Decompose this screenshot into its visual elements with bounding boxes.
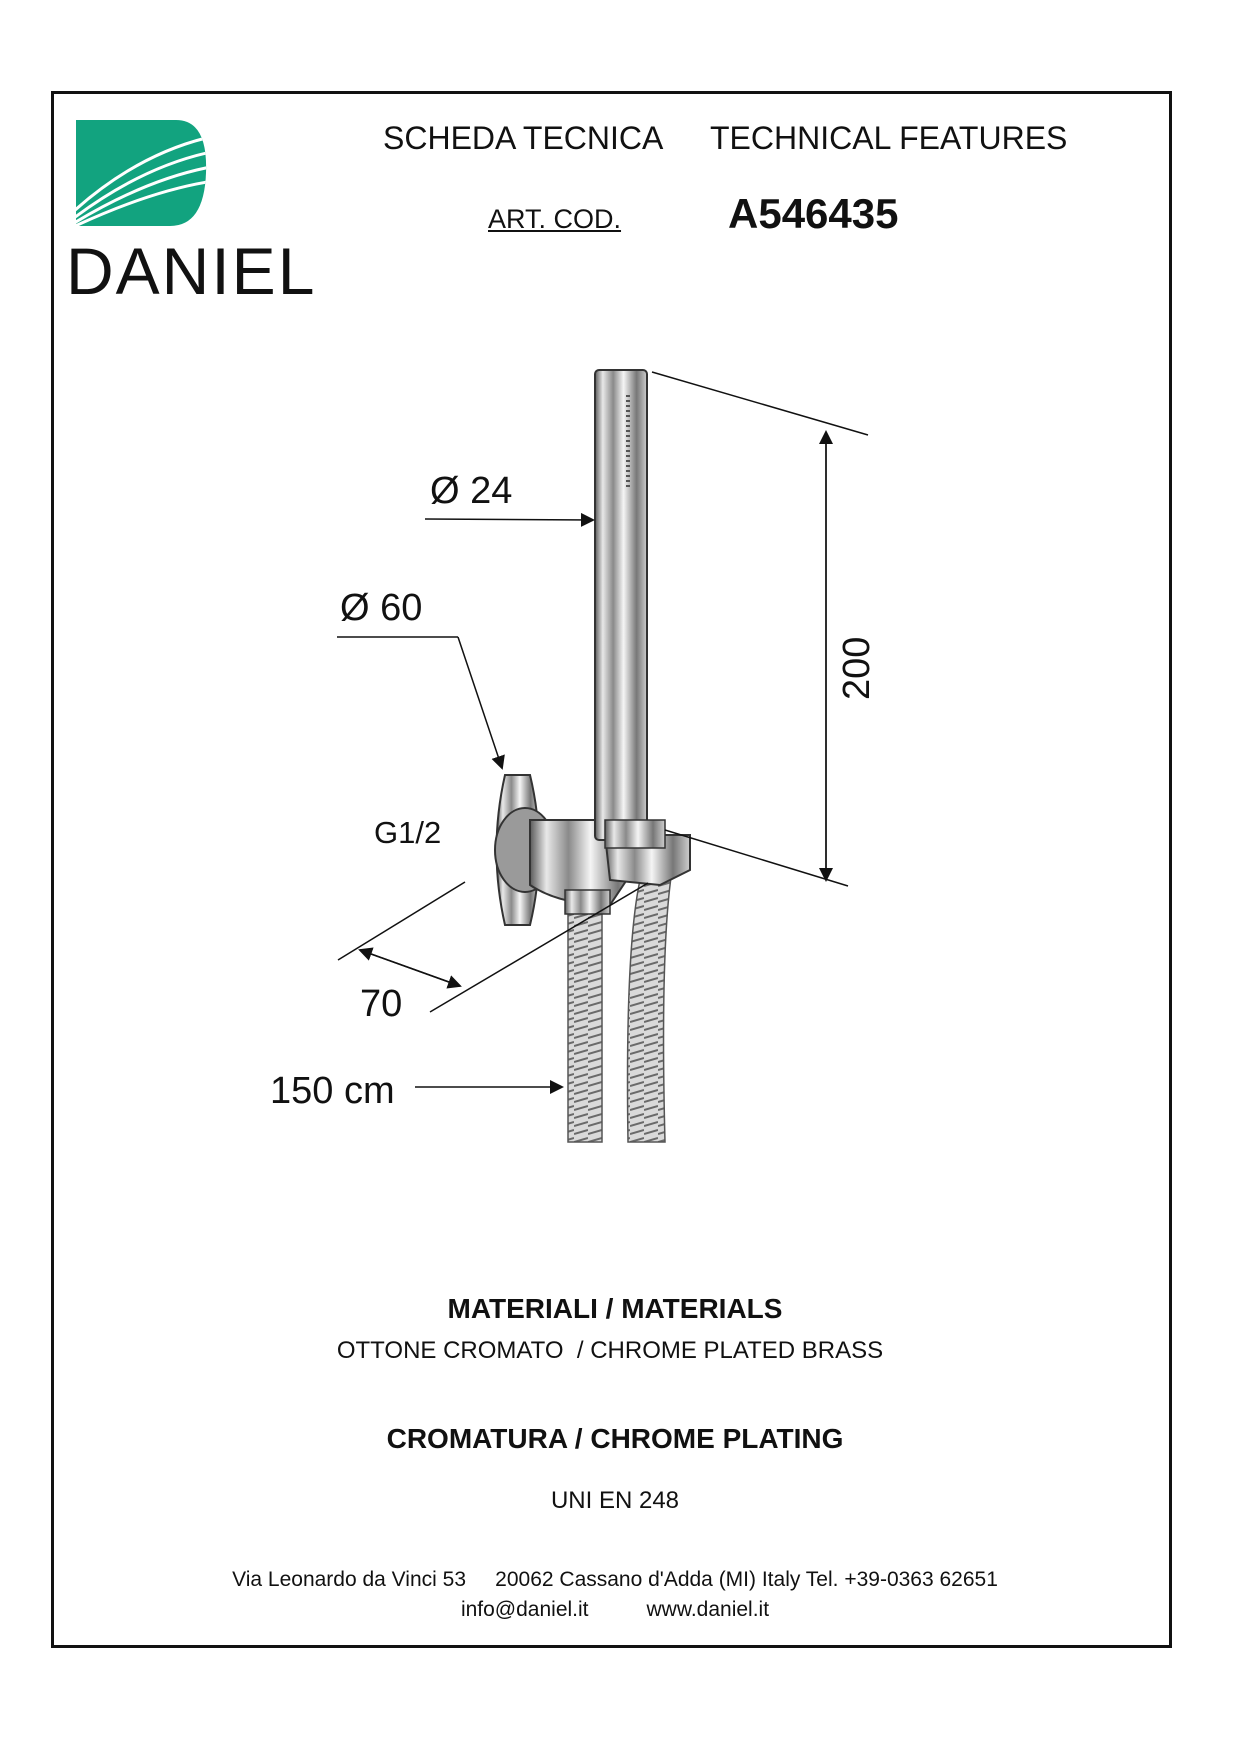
materials-heading: MATERIALI / MATERIALS <box>447 1293 783 1324</box>
dimension-flange-diameter: Ø 60 <box>340 587 423 629</box>
materials-value: OTTONE CROMATO / CHROME PLATED BRASS <box>336 1337 884 1364</box>
dimension-handset-length: 200 <box>836 636 878 700</box>
svg-text:DANIEL: DANIEL <box>66 234 317 302</box>
dimension-handset-diameter: Ø 24 <box>430 470 513 512</box>
shower-hose <box>565 870 672 1142</box>
footer-website[interactable]: www.daniel.it <box>646 1598 770 1621</box>
dimension-hose-length: 150 cm <box>270 1070 395 1112</box>
dimension-projection: 70 <box>360 983 403 1025</box>
hand-shower <box>595 370 690 885</box>
article-code-label: ART. COD. <box>488 204 622 234</box>
plating-value: UNI EN 248 <box>550 1487 680 1514</box>
plating-heading: CROMATURA / CHROME PLATING <box>386 1423 844 1454</box>
article-code-value: A546435 <box>728 190 899 237</box>
footer-contact <box>0 1598 1230 1622</box>
title-italian: SCHEDA TECNICA <box>383 120 664 156</box>
dimension-thread: G1/2 <box>374 815 442 850</box>
footer-email[interactable]: info@daniel.it <box>460 1598 589 1621</box>
footer-address: Via Leonardo da Vinci 53 20062 Cassano d'Adda (MI) Italy Tel. +39-0363 62651 <box>232 1568 998 1591</box>
title-english: TECHNICAL FEATURES <box>710 120 1068 156</box>
